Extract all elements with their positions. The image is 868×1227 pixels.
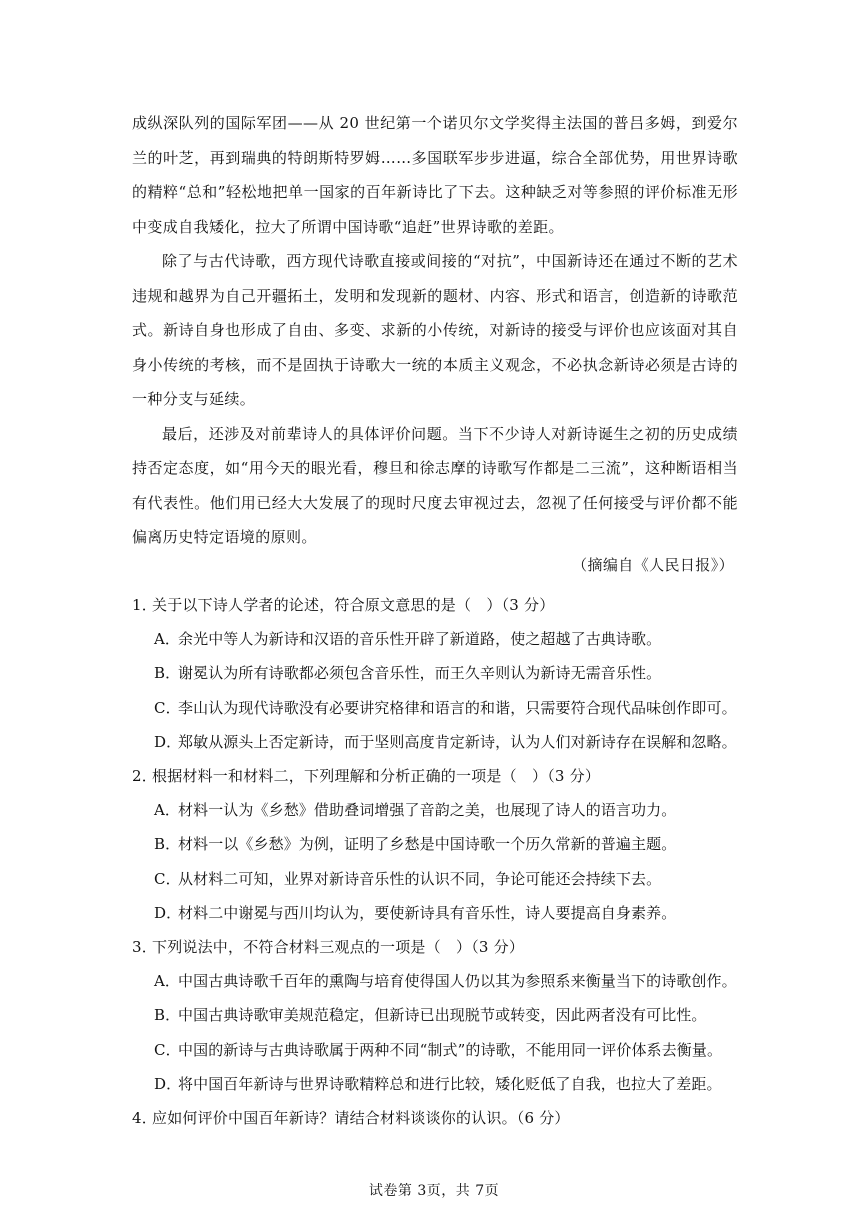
question-number: 1．	[132, 596, 157, 614]
option-b	[132, 998, 752, 1032]
question-4	[132, 1101, 752, 1135]
option-letter: A．	[154, 972, 181, 991]
question-stem: 应如何评价中国百年新诗？请结合材料谈谈你的认识。（6 分）	[152, 1109, 570, 1128]
option-b	[132, 656, 752, 690]
option-letter: C．	[154, 1040, 181, 1059]
option-text: 材料一以《乡愁》为例，证明了乡愁是中国诗歌一个历久常新的普遍主题。	[178, 835, 677, 854]
option-letter: B．	[154, 835, 181, 854]
option-letter: A．	[154, 630, 181, 649]
question-number: 3．	[132, 938, 157, 957]
question-1	[132, 588, 752, 759]
option-text: 中国古典诗歌千百年的熏陶与培育使得国人仍以其为参照系来衡量当下的诗歌创作。	[178, 972, 737, 991]
option-a	[132, 793, 752, 827]
option-letter: C．	[154, 698, 181, 717]
option-text: 从材料二可知，业界对新诗音乐性的认识不同，争论可能还会持续下去。	[178, 869, 662, 888]
option-text: 材料二中谢冕与西川均认为，要使新诗具有音乐性，诗人要提高自身素养。	[178, 903, 677, 922]
question-number: 2．	[132, 767, 157, 786]
page-footer: 试卷第 3页，共 7页	[368, 1183, 500, 1199]
option-text: 李山认为现代诗歌没有必要讲究格律和语言的和谐，只需要符合现代品味创作即可。	[178, 698, 737, 717]
option-c	[132, 862, 752, 896]
option-d	[132, 896, 752, 930]
option-text: 谢冕认为所有诗歌都必须包含音乐性，而王久辛则认为新诗无需音乐性。	[178, 664, 662, 683]
option-text: 郑敏从源头上否定新诗，而于坚则高度肯定新诗，认为人们对新诗存在误解和忽略。	[178, 732, 737, 751]
option-d	[132, 1067, 752, 1101]
option-a	[132, 964, 752, 998]
question-2	[132, 759, 752, 930]
option-c	[132, 691, 752, 725]
option-d	[132, 725, 752, 759]
passage-paragraph: 成纵深队列的国际军团——从 20 世纪第一个诺贝尔文学奖得主法国的普吕多姆，到爱尔兰的叶芝，再到瑞典的特朗斯特罗姆……多国联军步步进逼，综合全部优势，用世界诗歌的精粹“总和”轻松地把单一国家的百年新诗比了下去。这种缺乏对等参照的评价标准无形中变成自我矮化，拉大了所谓中国诗歌“追赶”世界诗歌的差距。	[132, 114, 738, 236]
question-stem: 根据材料一和材料二，下列理解和分析正确的一项是（ ）（3 分）	[152, 767, 601, 786]
option-text: 材料一认为《乡愁》借助叠词增强了音韵之美，也展现了诗人的语言功力。	[178, 801, 677, 820]
option-letter: D．	[154, 903, 182, 922]
option-letter: A．	[154, 801, 181, 820]
passage-source: （摘编自《人民日报》）	[572, 556, 734, 574]
question-list	[132, 588, 752, 1135]
question-number: 4．	[132, 1109, 157, 1128]
option-b	[132, 827, 752, 861]
passage-paragraph: 除了与古代诗歌，西方现代诗歌直接或间接的“对抗”，中国新诗还在通过不断的艺术违规和越界为自己开疆拓土，发明和发现新的题材、内容、形式和语言，创造新的诗歌范式。新诗自身也形成了自由、多变、求新的小传统，对新诗的接受与评价也应该面对其自身小传统的考核，而不是固执于诗歌大一统的本质主义观念，不必执念新诗必须是古诗的一种分支与延续。	[132, 252, 738, 408]
option-text: 中国古典诗歌审美规范稳定，但新诗已出现脱节或转变，因此两者没有可比性。	[178, 1006, 707, 1025]
passage-paragraph: 最后，还涉及对前辈诗人的具体评价问题。当下不少诗人对新诗诞生之初的历史成绩持否定态度，如“用今天的眼光看，穆旦和徐志摩的诗歌写作都是二三流”，这种断语相当有代表性。他们用已经大大发展了的现时尺度去审视过去，忽视了任何接受与评价都不能偏离历史特定语境的原则。	[132, 424, 738, 546]
reading-passage	[132, 106, 738, 555]
option-letter: B．	[154, 1006, 181, 1025]
option-letter: D．	[154, 732, 182, 751]
option-c	[132, 1033, 752, 1067]
question-stem: 关于以下诗人学者的论述，符合原文意思的是（ ）（3 分）	[152, 596, 555, 614]
option-letter: C．	[154, 869, 181, 888]
option-text: 中国的新诗与古典诗歌属于两种不同“制式”的诗歌，不能用同一评价体系去衡量。	[178, 1040, 723, 1059]
question-stem: 下列说法中，不符合材料三观点的一项是（ ）（3 分）	[152, 938, 525, 957]
option-text: 余光中等人为新诗和汉语的音乐性开辟了新道路，使之超越了古典诗歌。	[178, 630, 662, 649]
option-a	[132, 622, 752, 656]
option-letter: D．	[154, 1074, 182, 1093]
question-3	[132, 930, 752, 1101]
option-text: 将中国百年新诗与世界诗歌精粹总和进行比较，矮化贬低了自我，也拉大了差距。	[178, 1074, 722, 1093]
option-letter: B．	[154, 664, 181, 683]
